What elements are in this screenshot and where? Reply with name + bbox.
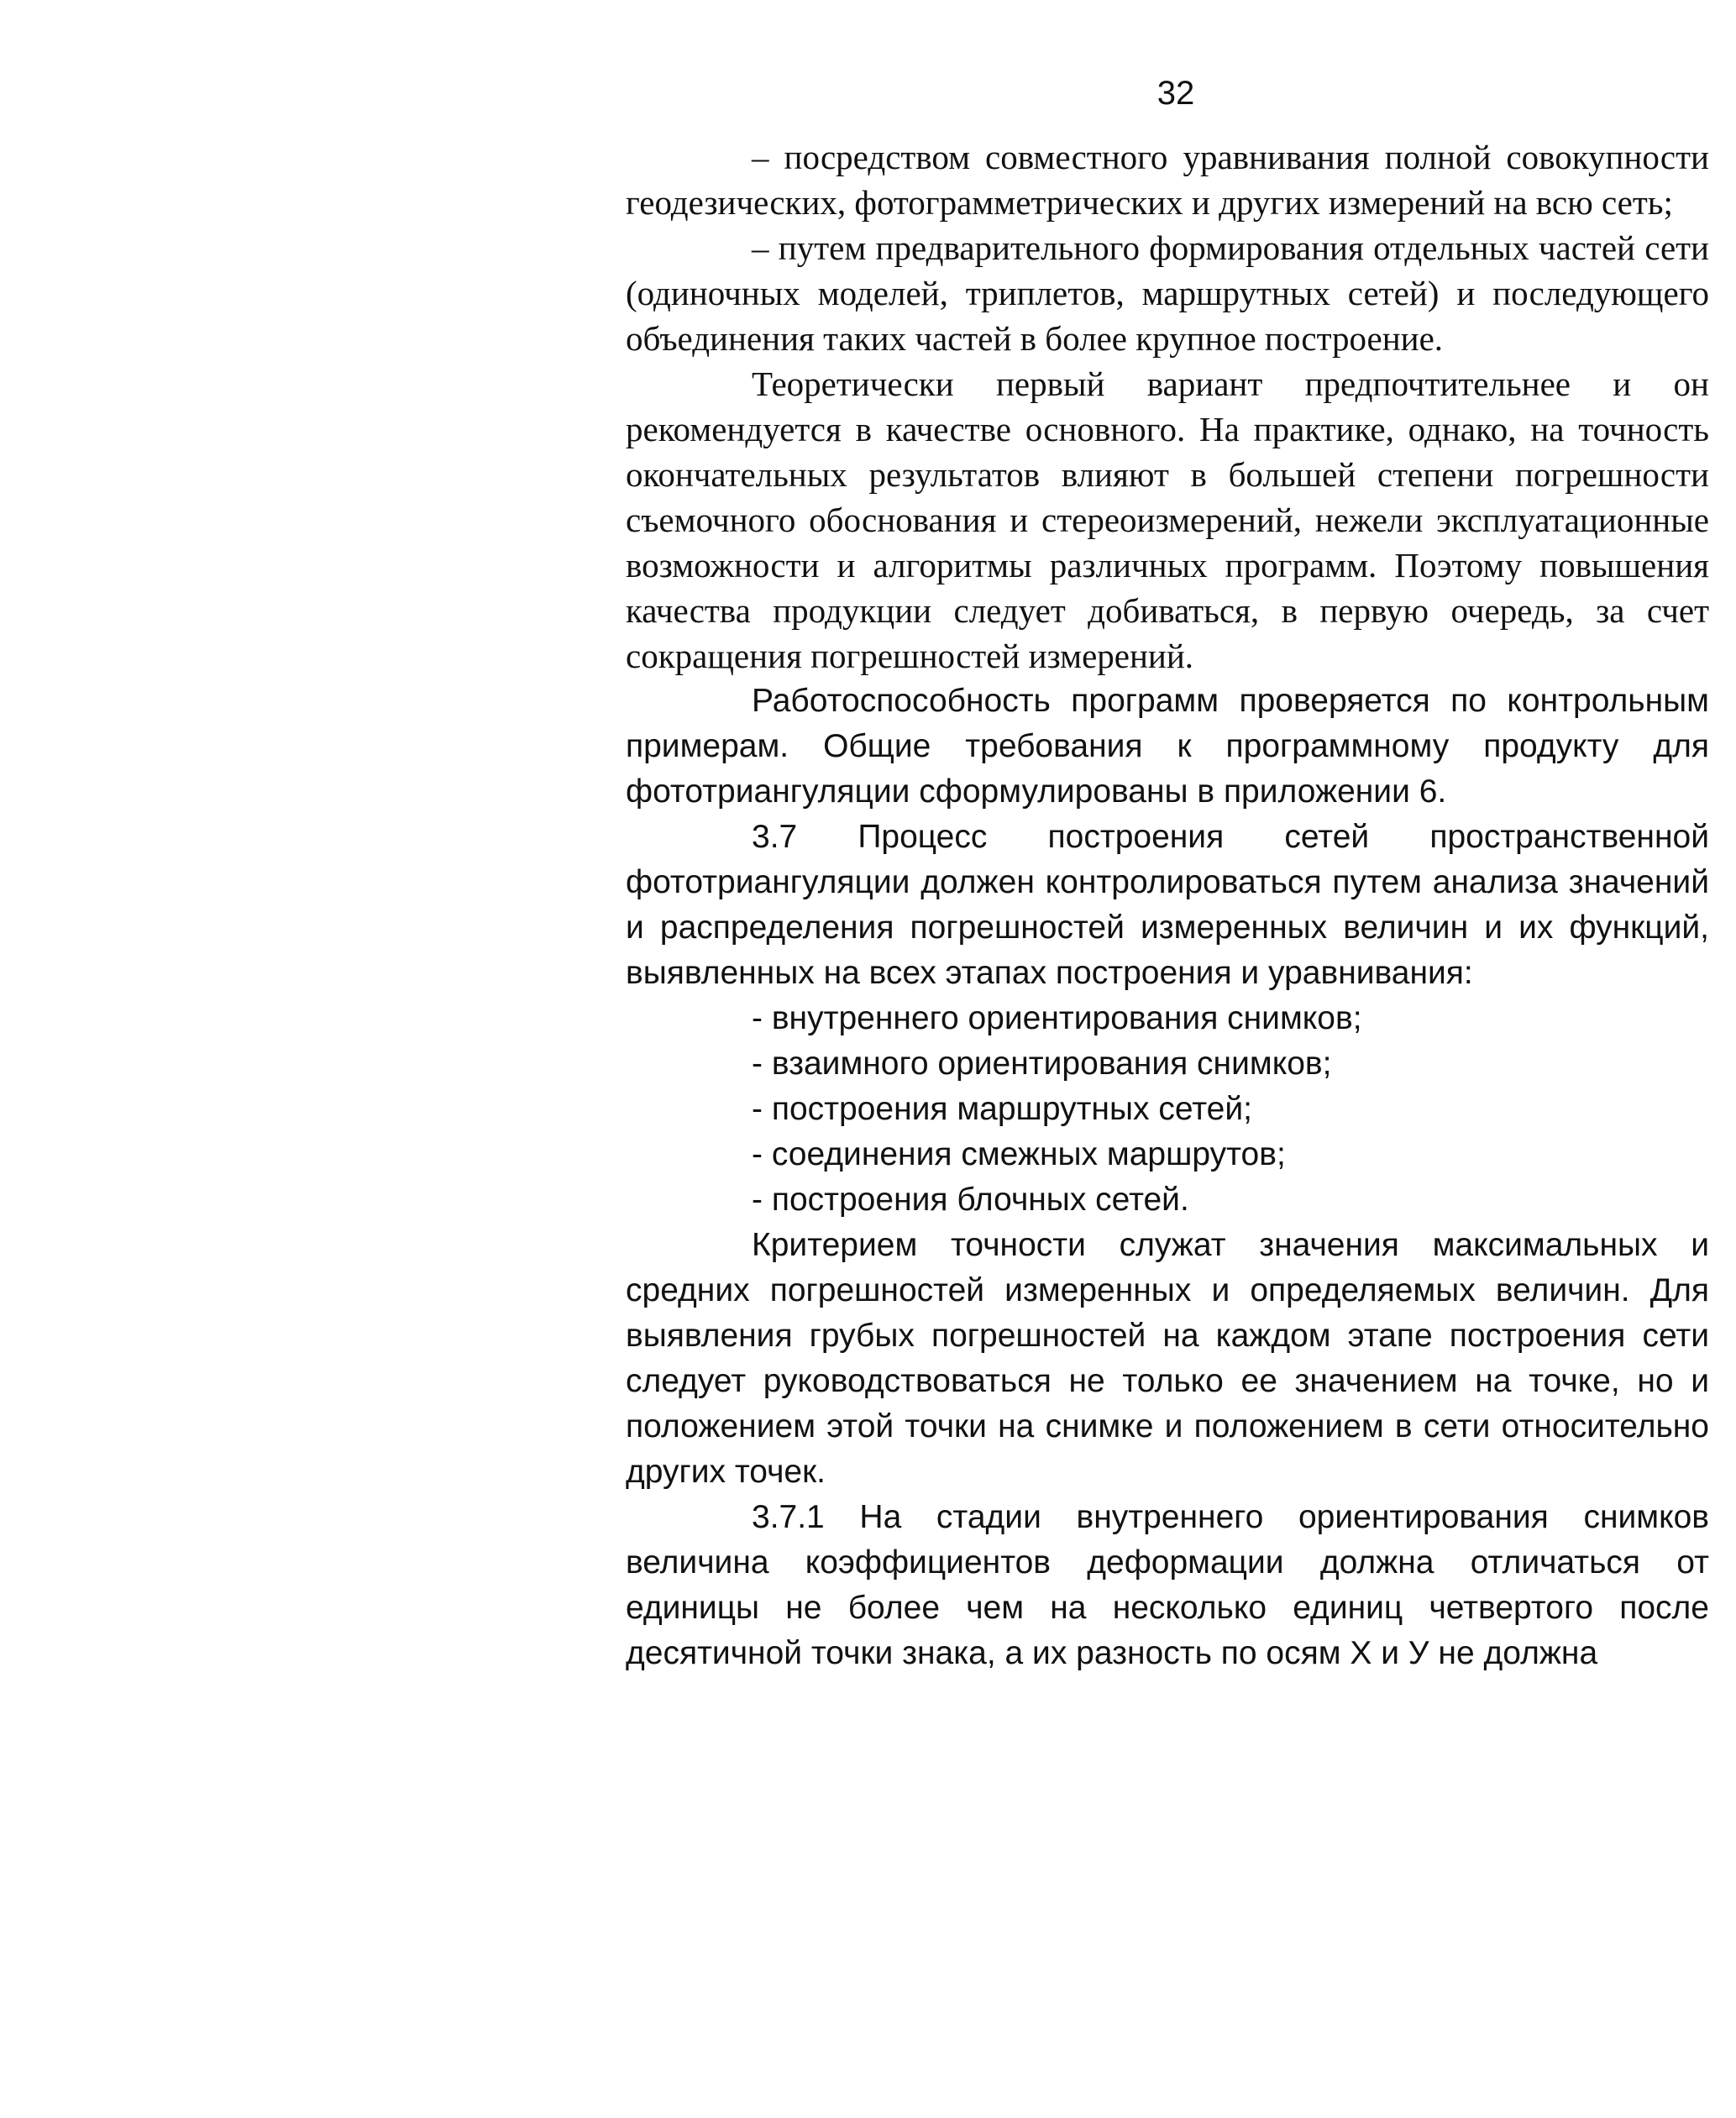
list-item-block-networks: - построения блочных сетей. xyxy=(752,1182,1189,1218)
section-text: Процесс построения сетей пространственной фототриангуляции должен контролироваться путем анализа значений и распределения погрешностей измеренных величин и их функций, выявленных на всех этапах построения и уравнивания: xyxy=(626,819,1709,991)
paragraph-program-check: Работоспособность программ проверяется по контрольным примерам. Общие требования к программному продукту для фототриангуляции сформулированы в приложении 6. xyxy=(626,683,1709,810)
paragraph-section-3-7 xyxy=(626,815,1709,996)
list-item-inner-orientation: - внутреннего ориентирования снимков; xyxy=(752,1000,1362,1036)
section-text: На стадии внутреннего ориентирования снимков величина коэффициентов деформации должна отличаться от единицы не более чем на несколько единиц четвертого после десятичной точки знака, а их разность по осям X и У не должна xyxy=(626,1499,1709,1671)
paragraph-adjustment-by-parts: – путем предварительного формирования отдельных частей сети (одиночных моделей, триплетов, маршрутных сетей) и последующего объединения таких частей в более крупное построение. xyxy=(626,228,1709,358)
paragraph-accuracy-criterion: Критерием точности служат значения максимальных и средних погрешностей измеренных и определяемых величин. Для выявления грубых погрешностей на каждом этапе построения сети следует руководствоваться не только ее значением на точке, но и положением этой точки на снимке и положением в сети относительно других точек. xyxy=(626,1227,1709,1490)
section-number: 3.7.1 xyxy=(752,1499,825,1535)
paragraph-section-3-7-1 xyxy=(626,1495,1709,1676)
list-item-adjacent-strips: - соединения смежных маршрутов; xyxy=(752,1136,1286,1172)
page-number: 32 xyxy=(1156,75,1195,112)
body-text xyxy=(626,134,1709,1676)
paragraph-adjustment-whole-network: – посредством совместного уравнивания полной совокупности геодезических, фотограмметрических и других измерений на всю сеть; xyxy=(626,138,1709,222)
list-item-strip-networks: - построения маршрутных сетей; xyxy=(752,1091,1252,1127)
list-item-relative-orientation: - взаимного ориентирования снимков; xyxy=(752,1046,1332,1082)
paragraph-theoretical-variant: Теоретически первый вариант предпочтительнее и он рекомендуется в качестве основного. На практике, однако, на точность окончательных результатов влияют в большей степени погрешности съемочного обоснования и стереоизмерений, нежели эксплуатационные возможности и алгоритмы различных программ. Поэтому повышения качества продукции следует добиваться, в первую очередь, за счет сокращения погрешностей измерений. xyxy=(626,364,1709,675)
section-number: 3.7 xyxy=(752,819,798,855)
